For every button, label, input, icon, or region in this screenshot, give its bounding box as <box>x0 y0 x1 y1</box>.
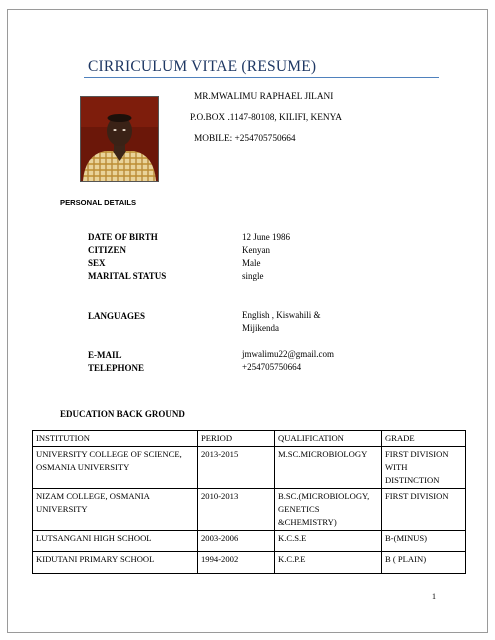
languages-value: English , Kiswahili & Mijikenda <box>242 310 321 333</box>
education-table <box>32 430 466 574</box>
column-header: PERIOD <box>198 431 275 447</box>
dob-label: DATE OF BIRTH <box>88 232 158 242</box>
telephone-value: +254705750664 <box>242 362 302 372</box>
period-cell: 2013-2015 <box>198 447 275 489</box>
period-cell: 1994-2002 <box>198 552 275 574</box>
personal-details-heading: PERSONAL DETAILS <box>60 198 137 207</box>
sex-value: Male <box>242 258 261 268</box>
table-header-row <box>33 431 466 447</box>
institution-cell: KIDUTANI PRIMARY SCHOOL <box>33 552 198 574</box>
table-row <box>33 531 466 552</box>
marital-status-label: MARITAL STATUS <box>88 271 167 281</box>
document-title: CIRRICULUM VITAE (RESUME) <box>88 58 317 75</box>
email-value: jmwalimu22@gmail.com <box>242 349 335 359</box>
dob-value: 12 June 1986 <box>242 232 290 242</box>
table-row <box>33 552 466 574</box>
qualification-cell: K.C.P.E <box>275 552 382 574</box>
grade-cell: B ( PLAIN) <box>382 552 466 574</box>
qualification-cell: K.C.S.E <box>275 531 382 552</box>
citizen-label: CITIZEN <box>88 245 127 255</box>
column-header: QUALIFICATION <box>275 431 382 447</box>
table-row <box>33 447 466 489</box>
page-number: 1 <box>432 592 436 601</box>
title-underline <box>84 77 439 78</box>
telephone-label: TELEPHONE <box>88 363 145 373</box>
grade-cell: FIRST DIVISION WITH DISTINCTION <box>382 447 466 489</box>
mobile-number: MOBILE: +254705750664 <box>194 134 296 144</box>
profile-photo <box>80 96 159 182</box>
grade-cell: FIRST DIVISION <box>382 489 466 531</box>
institution-cell: UNIVERSITY COLLEGE OF SCIENCE, OSMANIA UNIVERSITY <box>33 447 198 489</box>
languages-label: LANGUAGES <box>88 311 146 321</box>
institution-cell: NIZAM COLLEGE, OSMANIA UNIVERSITY <box>33 489 198 531</box>
email-label: E-MAIL <box>88 350 122 360</box>
column-header: GRADE <box>382 431 466 447</box>
postal-address: P.O.BOX .1147-80108, KILIFI, KENYA <box>190 113 343 123</box>
column-header: INSTITUTION <box>33 431 198 447</box>
grade-cell: B-(MINUS) <box>382 531 466 552</box>
qualification-cell: M.SC.MICROBIOLOGY <box>275 447 382 489</box>
education-heading: EDUCATION BACK GROUND <box>60 409 185 419</box>
sex-label: SEX <box>88 258 106 268</box>
table-row <box>33 489 466 531</box>
period-cell: 2010-2013 <box>198 489 275 531</box>
institution-cell: LUTSANGANI HIGH SCHOOL <box>33 531 198 552</box>
citizen-value: Kenyan <box>242 245 270 255</box>
qualification-cell: B.SC.(MICROBIOLOGY, GENETICS &CHEMISTRY) <box>275 489 382 531</box>
period-cell: 2003-2006 <box>198 531 275 552</box>
marital-status-value: single <box>242 271 264 281</box>
candidate-name: MR.MWALIMU RAPHAEL JILANI <box>194 92 334 102</box>
